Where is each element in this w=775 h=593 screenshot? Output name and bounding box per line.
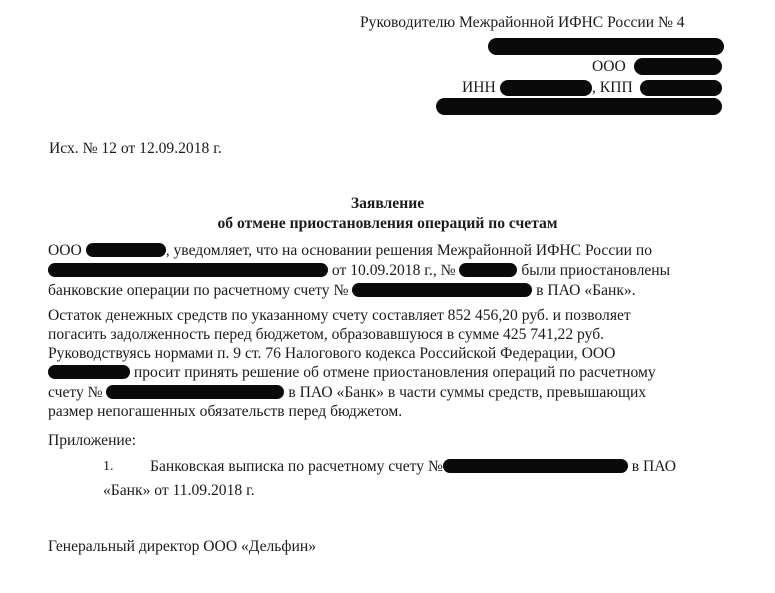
para2-line4 bbox=[48, 364, 656, 382]
para1-org: ООО bbox=[48, 242, 82, 259]
document-title: Заявление bbox=[350, 195, 425, 212]
redacted-legal-address bbox=[436, 98, 722, 115]
document-subtitle: об отмене приостановления операций по счетам bbox=[217, 215, 558, 232]
signature: Генеральный директор ООО «Дельфин» bbox=[48, 538, 317, 555]
attachment-bank: в ПАО bbox=[631, 458, 677, 475]
inn-label: ИНН bbox=[462, 79, 496, 96]
redacted-address bbox=[488, 38, 724, 55]
addressee-line bbox=[360, 14, 685, 32]
addressee: Руководителю Межрайонной ИФНС России № 4 bbox=[360, 14, 685, 31]
redacted-account-3 bbox=[443, 459, 628, 473]
para2-line3: Руководствуясь нормами п. 9 ст. 76 Налогового кодекса Российской Федерации, ООО bbox=[48, 345, 616, 362]
redacted-inspection bbox=[48, 263, 328, 277]
para2-line2: погасить задолженность перед бюджетом, образовавшуюся в сумме 425 741,22 руб. bbox=[48, 326, 605, 343]
para1-text1: , уведомляет, что на основании решения Межрайонной ИФНС России по bbox=[165, 242, 653, 259]
redacted-inn bbox=[500, 80, 592, 96]
redacted-org-name bbox=[634, 58, 722, 75]
para2-request: просит принять решение об отмене приостановления операций по расчетному bbox=[133, 364, 656, 381]
para2-bank-part: в ПАО «Банк» в части суммы средств, превышающих bbox=[288, 384, 647, 401]
para2-account-label: счету № bbox=[48, 384, 103, 401]
para1-date: от 10.09.2018 г., № bbox=[331, 262, 456, 279]
para1-line1 bbox=[48, 242, 652, 260]
attachment-label: Приложение: bbox=[48, 432, 137, 449]
para1-line3 bbox=[48, 282, 636, 300]
para2-line5 bbox=[48, 384, 646, 402]
redacted-account-2 bbox=[106, 385, 284, 399]
para2-line1: Остаток денежных средств по указанному счету составляет 852 456,20 руб. и позволяет bbox=[48, 307, 631, 324]
outgoing-number: Исх. № 12 от 12.09.2018 г. bbox=[49, 140, 222, 157]
para2-line6: размер непогашенных обязательств перед бюджетом. bbox=[48, 403, 403, 420]
redacted-kpp bbox=[640, 80, 722, 96]
redacted-org-2 bbox=[48, 365, 130, 379]
attachment-number: 1. bbox=[103, 459, 114, 474]
redacted-decision-number bbox=[459, 263, 517, 277]
redacted-org bbox=[86, 243, 166, 257]
org-line bbox=[592, 58, 626, 76]
redacted-account bbox=[352, 283, 532, 297]
para1-suspended: были приостановлены bbox=[521, 262, 671, 279]
attachment-statement: Банковская выписка по расчетному счету № bbox=[150, 458, 443, 475]
para1-line2 bbox=[48, 262, 670, 280]
para1-bank: в ПАО «Банк». bbox=[536, 282, 636, 299]
org-prefix: ООО bbox=[592, 58, 626, 75]
attachment-line1 bbox=[150, 458, 676, 476]
para1-operations: банковские операции по расчетному счету № bbox=[48, 282, 349, 299]
kpp-label: , КПП bbox=[592, 79, 633, 96]
attachment-line2: «Банк» от 11.09.2018 г. bbox=[103, 482, 255, 499]
